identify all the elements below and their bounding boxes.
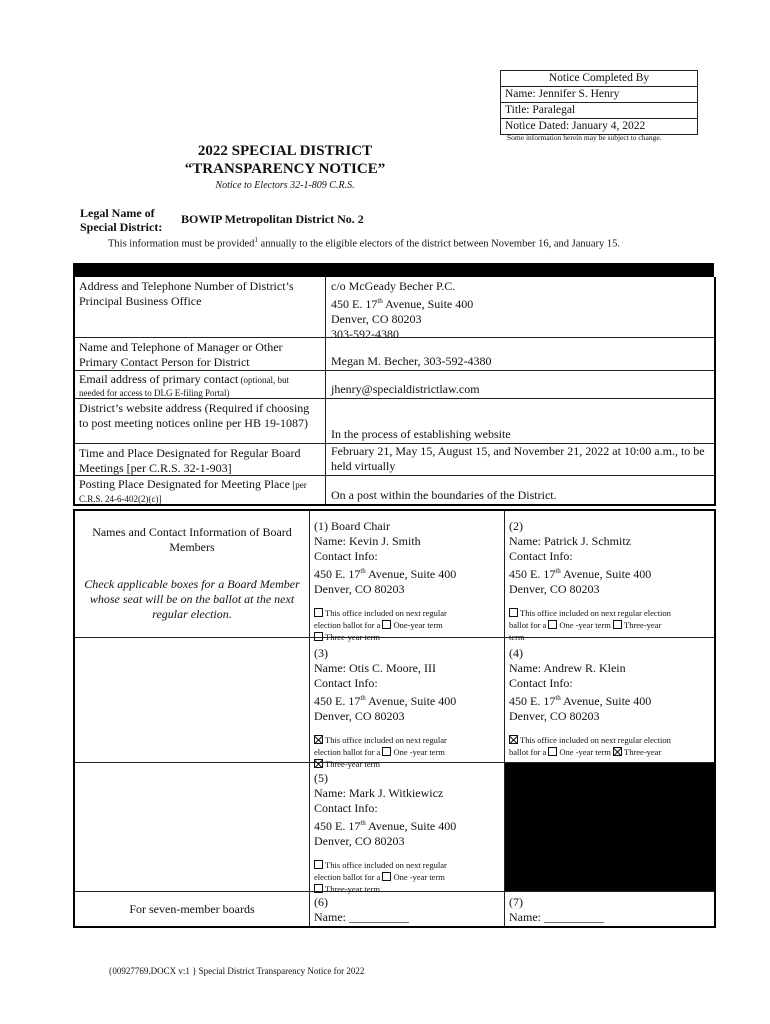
manager-value: Megan M. Becher, 303-592-4380	[331, 354, 492, 368]
board-left-instructions: Check applicable boxes for a Board Member whose seat will be on the ballot at the next regular election.	[84, 577, 300, 621]
notice-name: Name: Jennifer S. Henry	[501, 87, 697, 103]
member-4-cell: (4) Name: Andrew R. Klein Contact Info: 450 E. 17th Avenue, Suite 400 Denver, CO 80203 This office included on next regular election ballot for a One -year term Three-year	[509, 646, 671, 757]
website-label: District’s website address (Required if choosing to post meeting notices online per HB 19-1087)	[75, 399, 326, 443]
posting-value: On a post within the boundaries of the District.	[331, 488, 557, 502]
member-1-three-year-checkbox[interactable]	[314, 632, 323, 641]
member-4-office-checkbox[interactable]	[509, 735, 518, 744]
board-left-title: Names and Contact Information of Board Members	[92, 525, 292, 554]
member-7-cell: (7) Name: __________	[509, 895, 604, 924]
board-row-2	[75, 638, 714, 769]
member-5-three-year-checkbox[interactable]	[314, 884, 323, 893]
member-1-one-year-checkbox[interactable]	[382, 620, 391, 629]
meeting-label: Time and Place Designated for Regular Board Meetings [per C.R.S. 32-1-903]	[75, 444, 326, 475]
meeting-row	[75, 444, 714, 476]
member-2-office-checkbox[interactable]	[509, 608, 518, 617]
member-2-one-year-checkbox[interactable]	[548, 620, 557, 629]
member-3-office-checkbox[interactable]	[314, 735, 323, 744]
address-row	[75, 277, 714, 341]
manager-label: Name and Telephone of Manager or Other Primary Contact Person for District	[75, 338, 326, 370]
board-left-spacer-2	[75, 763, 310, 891]
member-1-cell: (1) Board Chair Name: Kevin J. Smith Contact Info: 450 E. 17th Avenue, Suite 400 Denver, CO 80203 This office included on next regular election ballot for a One-year term Three-year term	[310, 511, 505, 637]
manager-row	[75, 338, 714, 371]
email-row	[75, 371, 714, 399]
board-left-panel	[75, 511, 310, 637]
seven-member-label: For seven-member boards	[75, 892, 310, 926]
website-row	[75, 399, 714, 444]
district-info-table	[73, 277, 716, 506]
member-5-cell: (5) Name: Mark J. Witkiewicz Contact Info: 450 E. 17th Avenue, Suite 400 Denver, CO 80203 This office included on next regular election ballot for a One -year term Three-year term	[310, 763, 505, 891]
member-5-office-checkbox[interactable]	[314, 860, 323, 869]
member-5-one-year-checkbox[interactable]	[382, 872, 391, 881]
website-value: In the process of establishing website	[331, 427, 511, 441]
member-2-three-year-checkbox[interactable]	[613, 620, 622, 629]
member-3-three-year-checkbox[interactable]	[314, 759, 323, 768]
redacted-cell	[505, 763, 714, 891]
notice-header: Notice Completed By	[501, 71, 697, 87]
member-4-one-year-checkbox[interactable]	[548, 747, 557, 756]
notice-title: Title: Paralegal	[501, 103, 697, 119]
title-line-2: “TRANSPARENCY NOTICE”	[184, 161, 386, 177]
member-1-office-checkbox[interactable]	[314, 608, 323, 617]
notice-dated: Notice Dated: January 4, 2022	[505, 120, 646, 132]
member-6-cell: (6) Name: __________	[310, 892, 505, 926]
address-value: c/o McGeady Becher P.C. 450 E. 17th Avenue, Suite 400 Denver, CO 80203 303-592-4380	[331, 279, 474, 341]
board-row-3	[75, 763, 714, 892]
footer: {00927769.DOCX v:1 } Special District Transparency Notice for 2022	[108, 966, 365, 976]
info-line: This information must be provided$^1$ annually to the eligible electors of the district between November 16, and January 15.	[108, 236, 621, 250]
member-3-cell: (3) Name: Otis C. Moore, III Contact Info: 450 E. 17th Avenue, Suite 400 Denver, CO 80203 This office included on next regular election ballot for a One -year term Three-year term	[310, 638, 505, 762]
email-value: jhenry@specialdistrictlaw.com	[331, 382, 480, 396]
posting-label: Posting Place Designated for Meeting Place [per C.R.S. 24-6-402(2)(c)]	[75, 476, 326, 504]
board-row-1	[75, 511, 714, 642]
notice-completed-box	[500, 70, 698, 135]
address-label: Address and Telephone Number of District’s Principal Business Office	[75, 277, 326, 337]
disclaimer: Some information herein may be subject to change.	[507, 133, 662, 142]
member-3-one-year-checkbox[interactable]	[382, 747, 391, 756]
legal-name-label: Legal Name of Special District:	[80, 206, 163, 234]
title-line-1: 2022 SPECIAL DISTRICT	[197, 143, 373, 159]
district-name: BOWIP Metropolitan District No. 2	[181, 212, 364, 226]
meeting-value: February 21, May 15, August 15, and November 21, 2022 at 10:00 a.m., to be held virtually	[331, 444, 705, 473]
member-2-cell: (2) Name: Patrick J. Schmitz Contact Info: 450 E. 17th Avenue, Suite 400 Denver, CO 80203 This office included on next regular election ballot for a One -year term Three-year term	[509, 519, 671, 642]
board-left-spacer	[75, 638, 310, 762]
posting-row	[75, 476, 714, 504]
board-members-table	[73, 509, 716, 928]
member-4-three-year-checkbox[interactable]	[613, 747, 622, 756]
board-row-4	[75, 892, 714, 926]
email-label: Email address of primary contact (optional, but needed for access to DLG E-filing Portal)	[75, 371, 326, 398]
subtitle: Notice to Electors 32-1-809 C.R.S.	[215, 180, 355, 191]
redaction-bar	[73, 263, 714, 277]
